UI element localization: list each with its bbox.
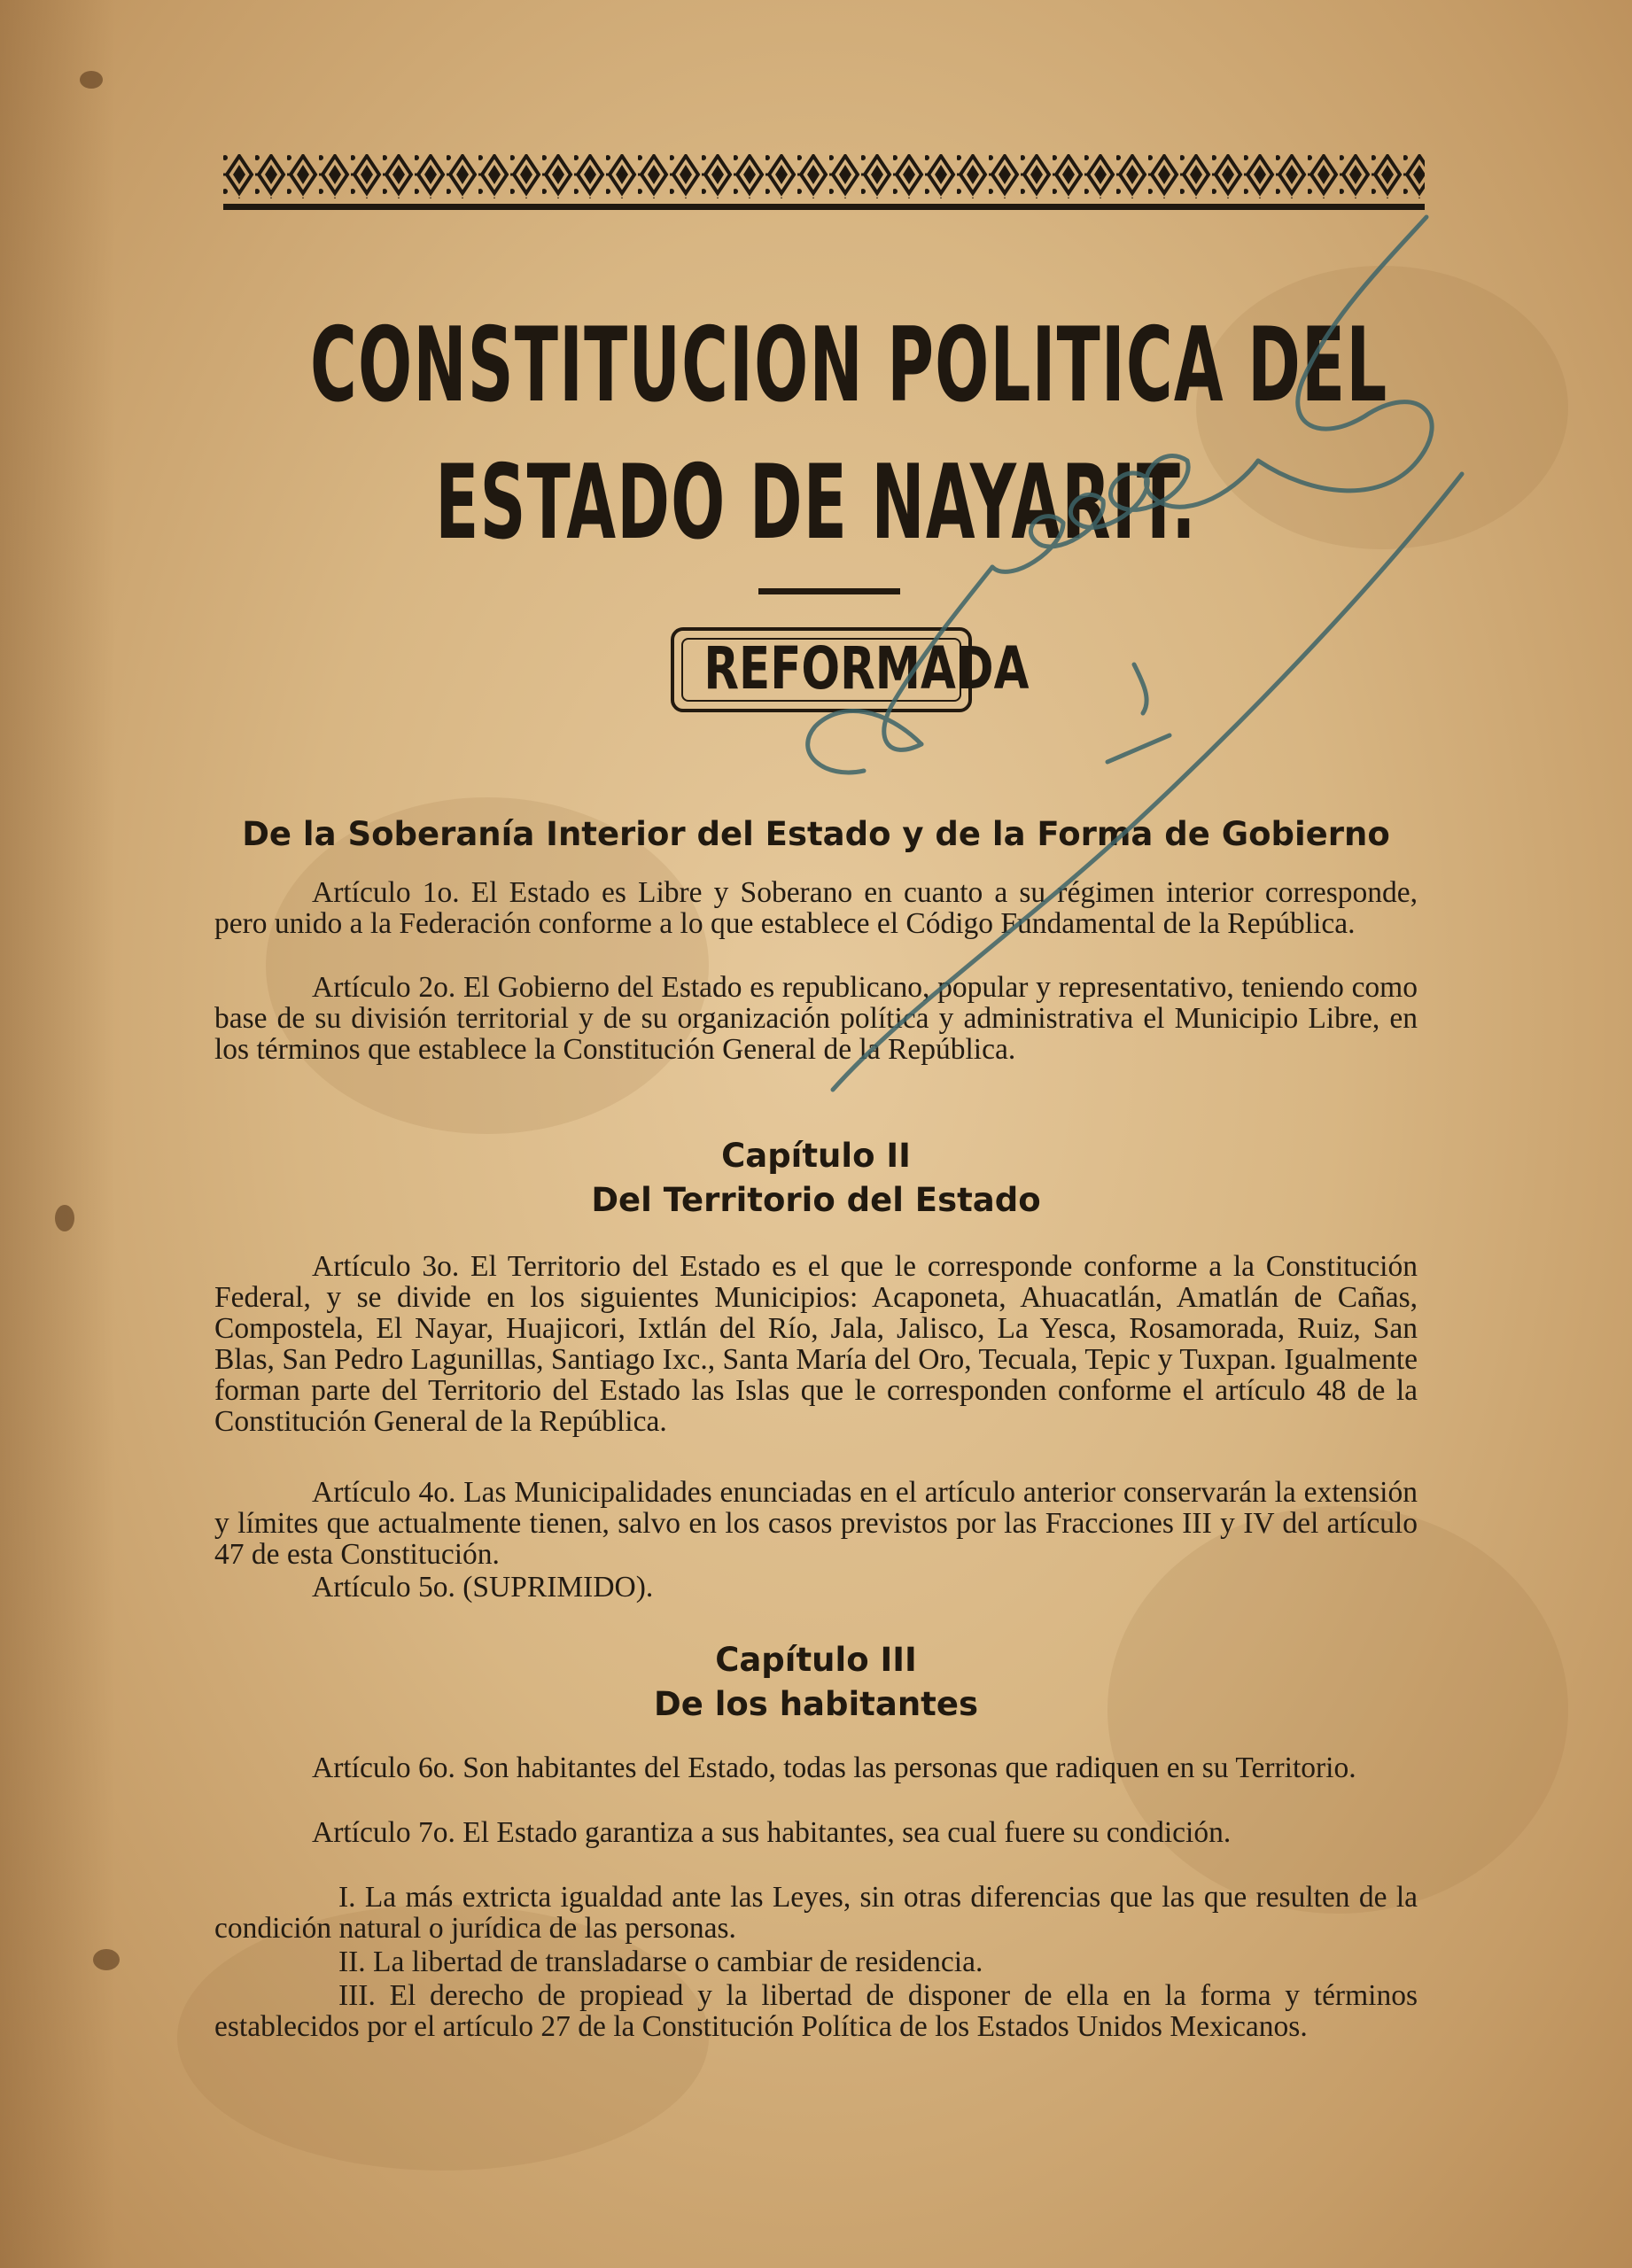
- chapter-2-title: Capítulo II: [721, 1137, 911, 1175]
- reformada-badge: REFORMADA: [703, 634, 1030, 703]
- fraction-1: I. La más extricta igualdad ante las Leyes, sin otras diferencias que las que resulten de la condición natural o jurídica de las personas.: [214, 1881, 1418, 1945]
- chapter-2-subtitle: Del Territorio del Estado: [591, 1181, 1041, 1219]
- worn-left-edge: [0, 0, 115, 2268]
- chapter-3-title: Capítulo III: [715, 1641, 917, 1679]
- article-2: Artículo 2o. El Gobierno del Estado es republicano, popular y representativo, teniendo como base de su división territorial y de su organización política y administrativa el Municipio Libre, en los términos que establece la Constitución General de la República.: [214, 971, 1418, 1066]
- article-5: Artículo 5o. (SUPRIMIDO).: [312, 1571, 654, 1604]
- title-divider: [758, 588, 900, 594]
- binding-hole: [93, 1949, 120, 1970]
- article-7: Artículo 7o. El Estado garantiza a sus habitantes, sea cual fuere su condición.: [312, 1816, 1232, 1849]
- fraction-2: II. La libertad de transladarse o cambiar de residencia.: [338, 1946, 983, 1978]
- binding-hole: [80, 71, 103, 89]
- section-heading-soberania: De la Soberanía Interior del Estado y de la Forma de Gobierno: [242, 815, 1390, 853]
- article-1: Artículo 1o. El Estado es Libre y Soberano en cuanto a su régimen interior corresponde, pero unido a la Federación conforme a lo que establece el Código Fundamental de la República.: [214, 876, 1418, 940]
- article-4: Artículo 4o. Las Municipalidades enunciadas en el artículo anterior conservarán la extensión y límites que actualmente tienen, salvo en los casos previstos por las Fracciones III y IV del artículo 47 de esta Constitución.: [214, 1476, 1418, 1571]
- chapter-3-subtitle: De los habitantes: [654, 1685, 978, 1723]
- article-3: Artículo 3o. El Territorio del Estado es el que le corresponde conforme a la Constitución Federal, y se divide en los siguientes Municipios: Acaponeta, Ahuacatlán, Amatlán de Cañas, Compostela, El Nayar, Huajicori, Ixtlán del Río, Jala, Jalisco, La Yesca, Rosamorada, Ruiz, San Blas, San Pedro Lagunillas, Santiago Ixc., Santa María del Oro, Tecuala, Tepic y Tuxpan. Igualmente forman parte del Territorio del Estado las Islas que le corresponden conforme el artículo 48 de la Constitución General de la República.: [214, 1250, 1418, 1438]
- ornament-border: [223, 152, 1425, 214]
- fraction-3: III. El derecho de propiead y la libertad de disponer de ella en la forma y términos establecidos por el artículo 27 de la Constitución Política de los Estados Unidos Mexicanos.: [214, 1979, 1418, 2043]
- article-6: Artículo 6o. Son habitantes del Estado, todas las personas que radiquen en su Territorio.: [312, 1751, 1356, 1784]
- document-title-line-2: ESTADO DE NAYARIT.: [435, 443, 1197, 563]
- document-title-line-1: CONSTITUCION POLITICA DEL: [309, 306, 1388, 425]
